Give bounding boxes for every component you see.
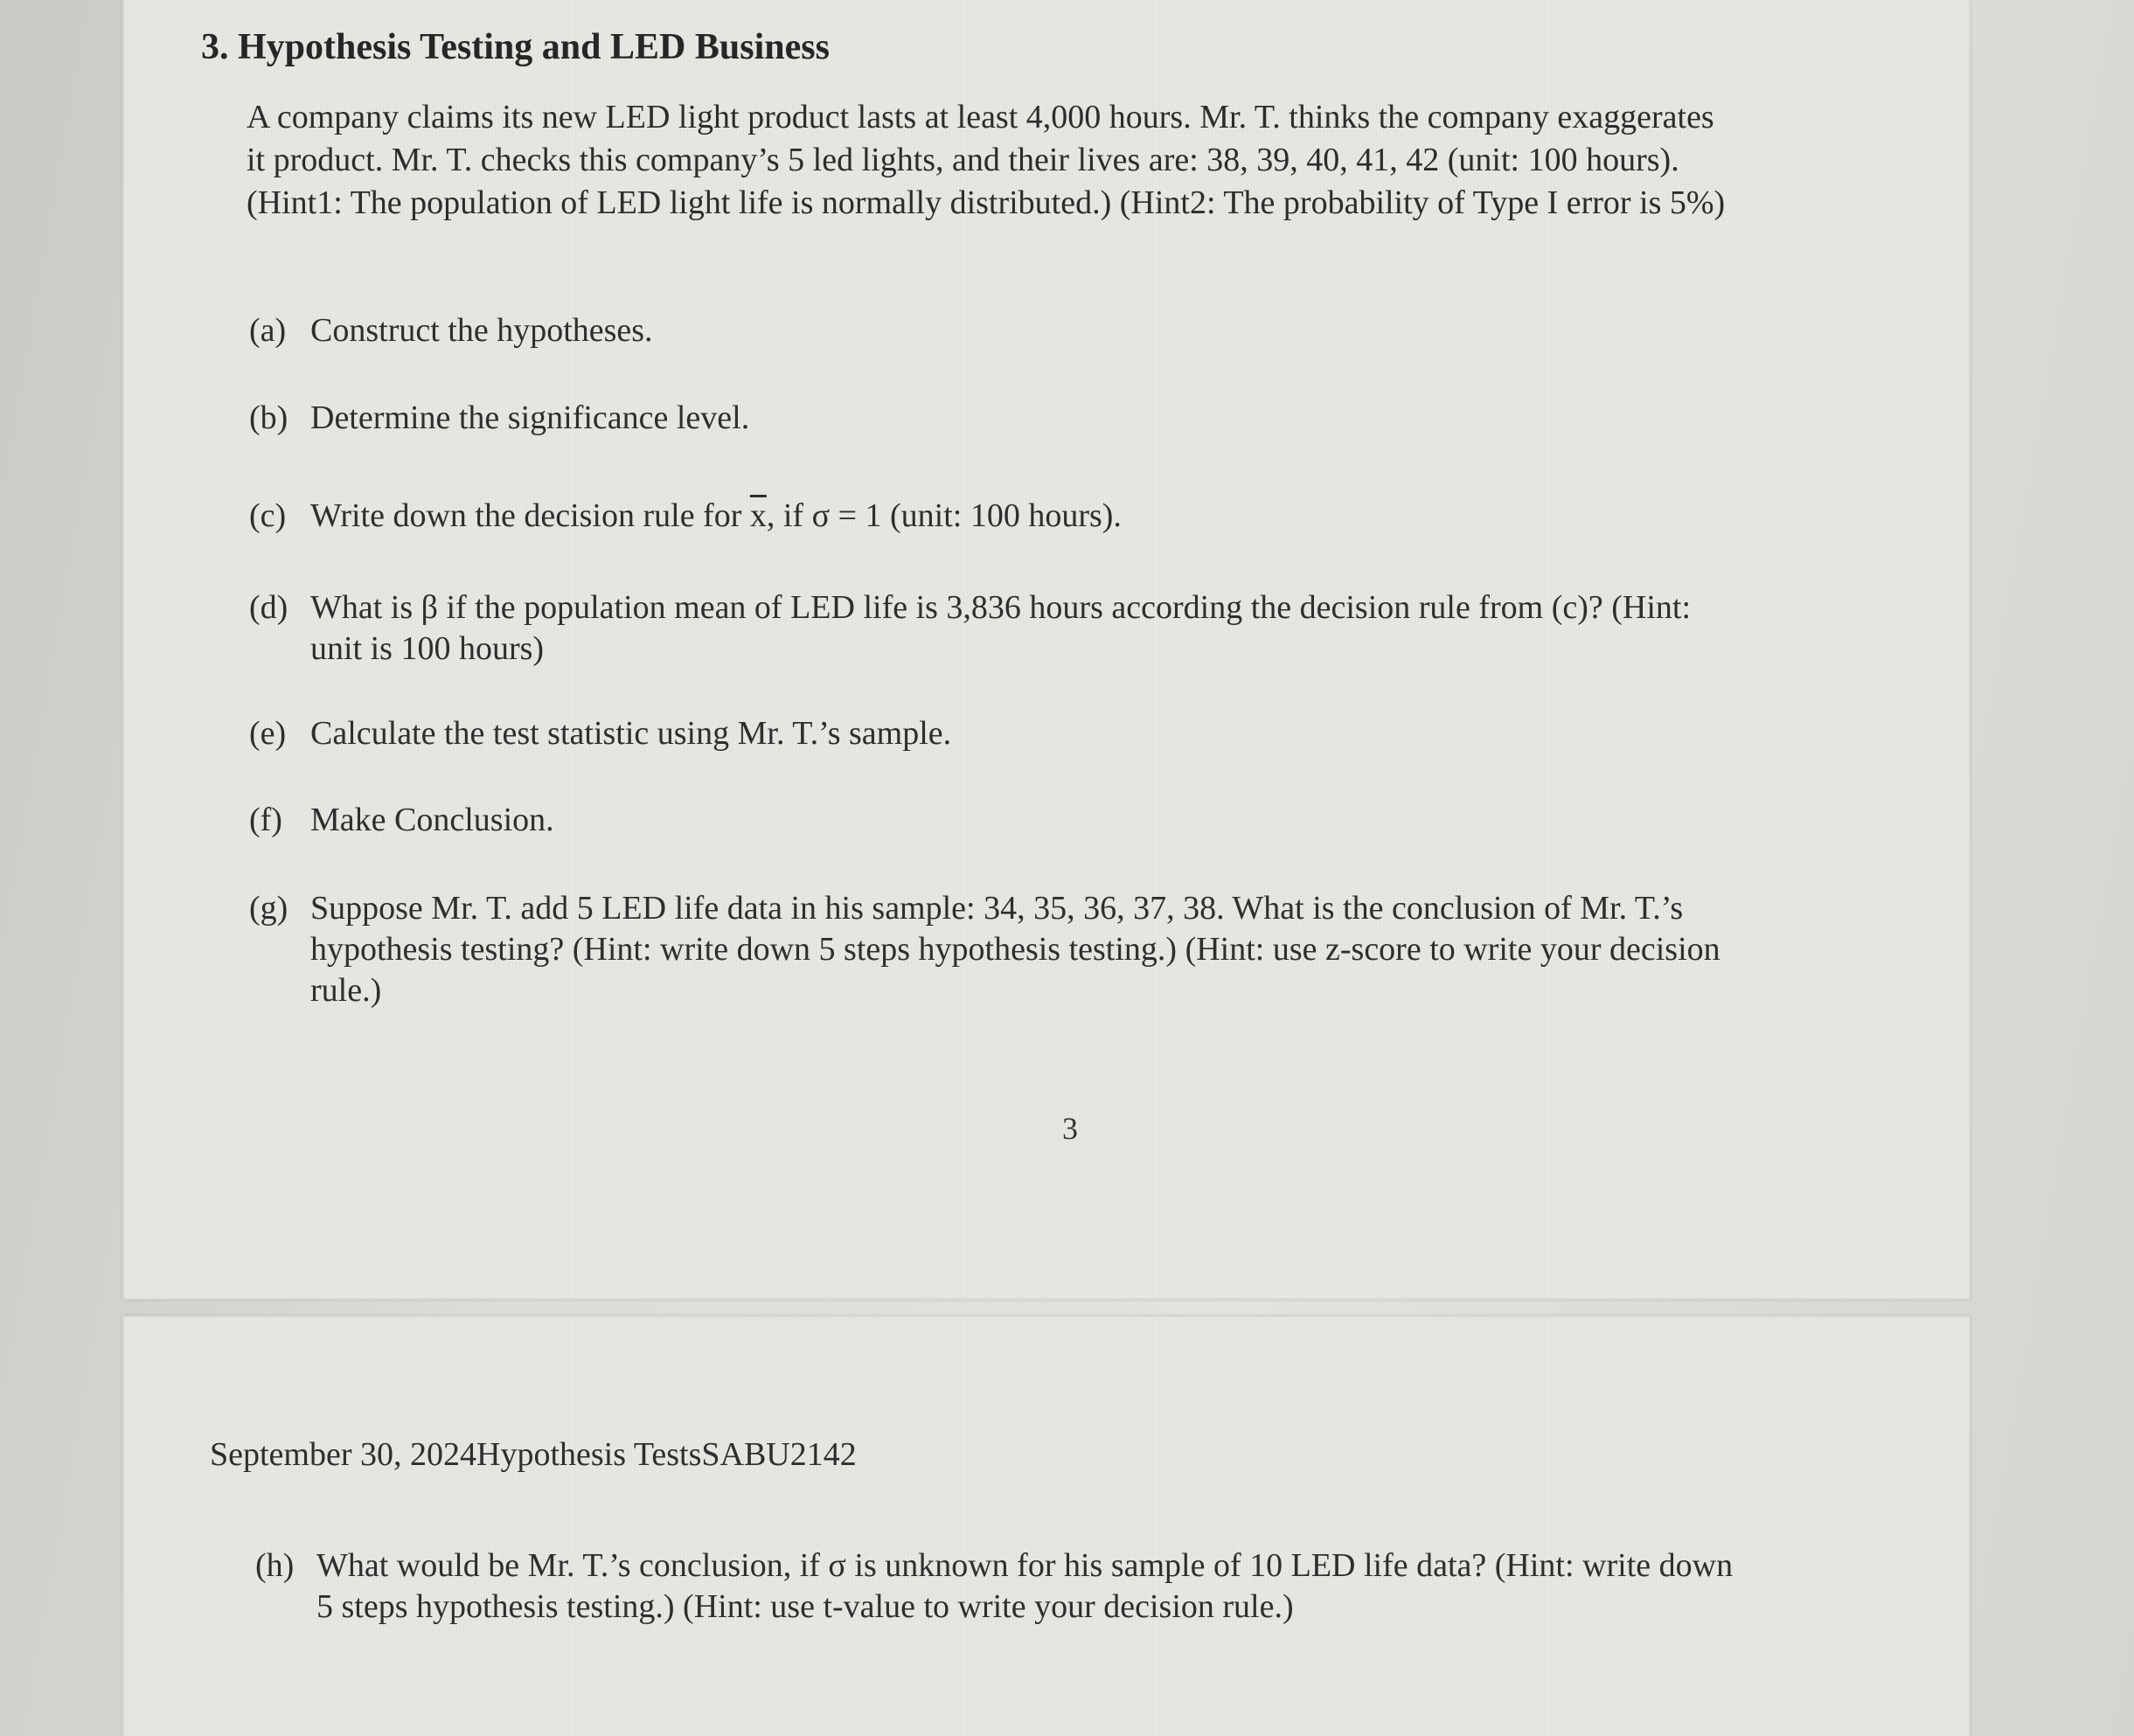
question-text: What is β if the population mean of LED life is 3,836 hours according the decision rule from (c)? (Hint: (310, 589, 1692, 626)
question-text: What would be Mr. T.’s conclusion, if σ is unknown for his sample of 10 LED life data? (Hint: write down (316, 1547, 1734, 1584)
question-text: Calculate the test statistic using Mr. T.’s sample. (310, 715, 952, 752)
question-f (249, 800, 1963, 841)
section-heading: 3. Hypothesis Testing and LED Business (201, 27, 830, 67)
question-label: (e) (249, 715, 287, 752)
intro-line: (Hint1: The population of LED light life is normally distributed.) (Hint2: The probability of Type I error is 5%) (247, 184, 1726, 221)
question-label: (a) (249, 312, 287, 349)
page-footer: September 30, 2024Hypothesis TestsSABU2142 (210, 1436, 857, 1473)
document-page-bottom (122, 1316, 1971, 1736)
question-text: hypothesis testing? (Hint: write down 5 steps hypothesis testing.) (Hint: use z-score to write your decision (310, 931, 1720, 968)
question-label: (g) (249, 890, 288, 927)
question-text: Determine the significance level. (310, 399, 750, 436)
question-a (249, 310, 1963, 351)
question-text: Construct the hypotheses. (310, 312, 653, 349)
question-text: , if σ = 1 (unit: 100 hours). (766, 497, 1122, 534)
question-label: (b) (249, 399, 288, 436)
question-c (249, 496, 1963, 537)
question-label: (c) (249, 497, 287, 534)
question-text: Write down the decision rule for (310, 497, 750, 534)
intro-line: it product. Mr. T. checks this company’s 5 led lights, and their lives are: 38, 39, 40, 41, 42 (unit: 100 hours). (247, 142, 1679, 178)
question-h (255, 1545, 1969, 1628)
problem-statement (247, 96, 1986, 225)
question-g (249, 888, 1963, 1011)
question-b (249, 398, 1963, 439)
question-text: 5 steps hypothesis testing.) (Hint: use t-value to write your decision rule.) (316, 1588, 1294, 1625)
question-text: Make Conclusion. (310, 802, 554, 838)
page-number: 3 (1062, 1111, 1078, 1146)
x-bar-symbol: $\overline{x}$ (749, 497, 767, 534)
question-d (249, 587, 1963, 670)
question-label: (f) (249, 802, 282, 838)
question-text: Suppose Mr. T. add 5 LED life data in his sample: 34, 35, 36, 37, 38. What is the conclusion of Mr. T.’s (310, 890, 1684, 927)
question-text: rule.) (310, 972, 382, 1009)
question-label: (d) (249, 589, 288, 626)
question-e (249, 713, 1963, 754)
intro-line: A company claims its new LED light product lasts at least 4,000 hours. Mr. T. thinks the company exaggerates (247, 99, 1714, 135)
question-label: (h) (255, 1547, 295, 1584)
question-text: unit is 100 hours) (310, 630, 545, 667)
